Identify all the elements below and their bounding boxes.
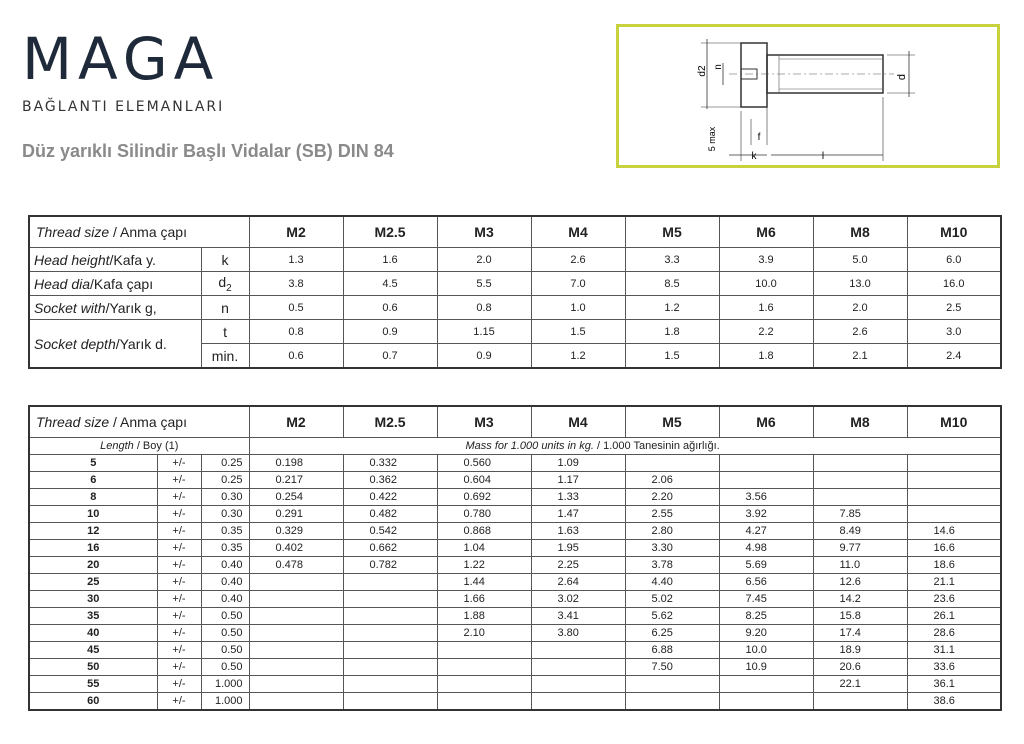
cell-value: 16.0 xyxy=(907,272,1001,296)
tolerance-value: 0.30 xyxy=(201,506,249,523)
mass-value xyxy=(531,659,625,676)
row-label xyxy=(29,248,201,272)
length-value: 6 xyxy=(29,472,157,489)
cell-value: 1.6 xyxy=(343,248,437,272)
mass-value: 1.44 xyxy=(437,574,531,591)
table-row xyxy=(29,296,1001,320)
mass-value: 18.6 xyxy=(907,557,1001,574)
cell-value: 7.0 xyxy=(531,272,625,296)
mass-value xyxy=(249,574,343,591)
size-header: M3 xyxy=(437,406,531,438)
table-row xyxy=(29,642,1001,659)
size-header: M8 xyxy=(813,216,907,248)
cell-value: 4.5 xyxy=(343,272,437,296)
mass-value: 15.8 xyxy=(813,608,907,625)
mass-value xyxy=(625,693,719,711)
mass-value xyxy=(719,455,813,472)
table-row xyxy=(29,248,1001,272)
mass-value: 22.1 xyxy=(813,676,907,693)
mass-value xyxy=(907,489,1001,506)
mass-value xyxy=(437,659,531,676)
mass-table xyxy=(28,405,1002,711)
mass-value xyxy=(343,574,437,591)
mass-value: 0.254 xyxy=(249,489,343,506)
mass-value: 0.662 xyxy=(343,540,437,557)
tolerance-value: 0.25 xyxy=(201,472,249,489)
thread-size-header xyxy=(29,216,249,248)
mass-value xyxy=(719,693,813,711)
mass-value xyxy=(343,676,437,693)
mass-value: 0.402 xyxy=(249,540,343,557)
mass-value: 3.80 xyxy=(531,625,625,642)
mass-value xyxy=(343,642,437,659)
length-header-tr: / Boy (1) xyxy=(133,440,179,452)
thread-size-en: Thread size xyxy=(36,224,110,240)
mass-value: 4.40 xyxy=(625,574,719,591)
table-row xyxy=(29,540,1001,557)
length-value: 55 xyxy=(29,676,157,693)
mass-value: 1.47 xyxy=(531,506,625,523)
mass-value: 1.66 xyxy=(437,591,531,608)
cell-value: 1.3 xyxy=(249,248,343,272)
tolerance-value: 0.40 xyxy=(201,591,249,608)
cell-value: 2.0 xyxy=(813,296,907,320)
table-row xyxy=(29,659,1001,676)
mass-value: 7.50 xyxy=(625,659,719,676)
tolerance-sign: +/- xyxy=(157,574,201,591)
cell-value: 0.9 xyxy=(343,320,437,344)
mass-value xyxy=(343,659,437,676)
tolerance-sign: +/- xyxy=(157,659,201,676)
mass-value: 11.0 xyxy=(813,557,907,574)
brand-tagline: BAĞLANTI ELEMANLARI xyxy=(22,99,225,115)
mass-value: 5.02 xyxy=(625,591,719,608)
cell-value: 2.6 xyxy=(813,320,907,344)
mass-value: 6.56 xyxy=(719,574,813,591)
size-header: M2.5 xyxy=(343,216,437,248)
table-row xyxy=(29,608,1001,625)
size-header: M2 xyxy=(249,216,343,248)
row-label-tr: /Kafa çapı xyxy=(90,275,154,292)
mass-value: 1.22 xyxy=(437,557,531,574)
mass-value xyxy=(531,693,625,711)
mass-value: 5.69 xyxy=(719,557,813,574)
mass-value: 1.09 xyxy=(531,455,625,472)
mass-value: 0.478 xyxy=(249,557,343,574)
mass-value: 26.1 xyxy=(907,608,1001,625)
length-header xyxy=(29,438,249,455)
mass-value xyxy=(249,625,343,642)
mass-value: 0.422 xyxy=(343,489,437,506)
row-symbol: $d_2$ xyxy=(201,272,249,296)
mass-value: 8.25 xyxy=(719,608,813,625)
mass-value: 23.6 xyxy=(907,591,1001,608)
mass-value: 6.88 xyxy=(625,642,719,659)
size-header: M2.5 xyxy=(343,406,437,438)
tolerance-sign: +/- xyxy=(157,591,201,608)
mass-value: 1.63 xyxy=(531,523,625,540)
cell-value: 0.8 xyxy=(249,320,343,344)
diagram-label-d2: d2 xyxy=(697,65,708,77)
mass-note-tr: / 1.000 Tanesinin ağırlığı. xyxy=(593,440,720,452)
cell-value: 1.6 xyxy=(719,296,813,320)
mass-value: 0.560 xyxy=(437,455,531,472)
table-row xyxy=(29,676,1001,693)
cell-value: 3.8 xyxy=(249,272,343,296)
cell-value: 13.0 xyxy=(813,272,907,296)
mass-value xyxy=(907,455,1001,472)
mass-value: 14.6 xyxy=(907,523,1001,540)
mass-value: 7.85 xyxy=(813,506,907,523)
length-value: 10 xyxy=(29,506,157,523)
tolerance-sign: +/- xyxy=(157,506,201,523)
cell-value: 0.8 xyxy=(437,296,531,320)
size-header: M4 xyxy=(531,406,625,438)
mass-value xyxy=(719,676,813,693)
mass-value: 0.482 xyxy=(343,506,437,523)
mass-value: 8.49 xyxy=(813,523,907,540)
cell-value: 2.2 xyxy=(719,320,813,344)
size-header: M3 xyxy=(437,216,531,248)
row-label-tr: /Kafa y. xyxy=(109,251,156,268)
page-title: Düz yarıklı Silindir Başlı Vidalar (SB) DIN 84 xyxy=(22,141,394,161)
mass-value: 18.9 xyxy=(813,642,907,659)
row-symbol: t xyxy=(201,320,249,344)
mass-value: 31.1 xyxy=(907,642,1001,659)
mass-value: 9.20 xyxy=(719,625,813,642)
cell-value: 2.0 xyxy=(437,248,531,272)
row-label-en: Socket with xyxy=(34,299,106,316)
thread-size-en: Thread size xyxy=(36,414,110,430)
mass-value: 38.6 xyxy=(907,693,1001,711)
table-row xyxy=(29,523,1001,540)
length-value: 50 xyxy=(29,659,157,676)
table-row xyxy=(29,693,1001,711)
mass-note xyxy=(249,438,1001,455)
cell-value: 1.8 xyxy=(719,344,813,369)
mass-value: 2.64 xyxy=(531,574,625,591)
mass-value: 3.56 xyxy=(719,489,813,506)
tolerance-sign: +/- xyxy=(157,523,201,540)
mass-header-row xyxy=(29,406,1001,438)
mass-value: 3.02 xyxy=(531,591,625,608)
tolerance-value: 1.000 xyxy=(201,693,249,711)
size-header: M6 xyxy=(719,406,813,438)
mass-table-body xyxy=(29,455,1001,711)
tolerance-sign: +/- xyxy=(157,608,201,625)
mass-value: 2.20 xyxy=(625,489,719,506)
tolerance-sign: +/- xyxy=(157,625,201,642)
cell-value: 8.5 xyxy=(625,272,719,296)
cell-value: 5.5 xyxy=(437,272,531,296)
row-label-en: Socket depth xyxy=(34,335,116,352)
diagram-label-n: n xyxy=(713,64,724,70)
mass-value: 9.77 xyxy=(813,540,907,557)
mass-value: 0.782 xyxy=(343,557,437,574)
mass-value xyxy=(249,693,343,711)
mass-value: 3.78 xyxy=(625,557,719,574)
row-label-en: Head height xyxy=(34,251,110,268)
cell-value: 2.4 xyxy=(907,344,1001,369)
size-header: M5 xyxy=(625,406,719,438)
mass-value: 1.17 xyxy=(531,472,625,489)
diagram-label-5max: 5 max xyxy=(707,126,717,152)
tolerance-sign: +/- xyxy=(157,642,201,659)
mass-value: 2.55 xyxy=(625,506,719,523)
mass-value xyxy=(437,676,531,693)
cell-value: 1.2 xyxy=(625,296,719,320)
table-row xyxy=(29,574,1001,591)
table-row xyxy=(29,591,1001,608)
mass-value xyxy=(625,676,719,693)
mass-value: 0.198 xyxy=(249,455,343,472)
diagram-label-l: l xyxy=(821,151,825,162)
mass-note-en: Mass for 1.000 units in kg. xyxy=(465,440,594,452)
length-value: 45 xyxy=(29,642,157,659)
cell-value: 0.6 xyxy=(249,344,343,369)
mass-value: 1.33 xyxy=(531,489,625,506)
mass-value: 10.9 xyxy=(719,659,813,676)
mass-value xyxy=(907,506,1001,523)
diagram-label-k: k xyxy=(751,151,757,162)
cell-value: 1.8 xyxy=(625,320,719,344)
cell-value: 0.6 xyxy=(343,296,437,320)
table-row xyxy=(29,472,1001,489)
tolerance-sign: +/- xyxy=(157,540,201,557)
mass-value: 10.0 xyxy=(719,642,813,659)
length-value: 12 xyxy=(29,523,157,540)
cell-value: 2.6 xyxy=(531,248,625,272)
length-value: 5 xyxy=(29,455,157,472)
tolerance-sign: +/- xyxy=(157,489,201,506)
mass-value xyxy=(625,455,719,472)
mass-value: 0.542 xyxy=(343,523,437,540)
mass-value xyxy=(249,676,343,693)
tolerance-value: 0.50 xyxy=(201,608,249,625)
cell-value: 0.9 xyxy=(437,344,531,369)
row-label xyxy=(29,296,201,320)
length-value: 60 xyxy=(29,693,157,711)
tolerance-sign: +/- xyxy=(157,472,201,489)
mass-value: 1.95 xyxy=(531,540,625,557)
mass-value xyxy=(343,693,437,711)
tolerance-sign: +/- xyxy=(157,676,201,693)
cell-value: 2.1 xyxy=(813,344,907,369)
cell-value: 1.2 xyxy=(531,344,625,369)
tolerance-value: 0.40 xyxy=(201,557,249,574)
size-header: M8 xyxy=(813,406,907,438)
cell-value: 1.5 xyxy=(625,344,719,369)
mass-value: 21.1 xyxy=(907,574,1001,591)
mass-value xyxy=(719,472,813,489)
length-header-en: Length xyxy=(100,440,134,452)
mass-value: 6.25 xyxy=(625,625,719,642)
mass-value: 2.06 xyxy=(625,472,719,489)
mass-value: 20.6 xyxy=(813,659,907,676)
mass-value xyxy=(813,472,907,489)
mass-value xyxy=(907,472,1001,489)
mass-value xyxy=(249,608,343,625)
cell-value: 3.3 xyxy=(625,248,719,272)
mass-value: 2.25 xyxy=(531,557,625,574)
row-label-en: Head dia xyxy=(34,275,91,292)
cell-value: 10.0 xyxy=(719,272,813,296)
mass-value: 0.604 xyxy=(437,472,531,489)
mass-value: 1.04 xyxy=(437,540,531,557)
mass-value xyxy=(249,642,343,659)
mass-value xyxy=(531,676,625,693)
diagram-label-d: d xyxy=(896,73,908,81)
mass-value: 7.45 xyxy=(719,591,813,608)
cell-value: 1.15 xyxy=(437,320,531,344)
diagram-label-f: f xyxy=(757,132,761,143)
row-symbol: k xyxy=(201,248,249,272)
length-value: 8 xyxy=(29,489,157,506)
mass-subheader-row xyxy=(29,438,1001,455)
mass-value: 0.291 xyxy=(249,506,343,523)
mass-value: 33.6 xyxy=(907,659,1001,676)
mass-value xyxy=(813,693,907,711)
cell-value: 5.0 xyxy=(813,248,907,272)
thread-size-tr: / Anma çapı xyxy=(109,224,187,240)
table-row xyxy=(29,272,1001,296)
cell-value: 6.0 xyxy=(907,248,1001,272)
mass-value xyxy=(813,489,907,506)
tolerance-value: 0.25 xyxy=(201,455,249,472)
table-row xyxy=(29,625,1001,642)
tolerance-value: 0.40 xyxy=(201,574,249,591)
mass-value: 0.780 xyxy=(437,506,531,523)
thread-size-header xyxy=(29,406,249,438)
tolerance-value: 0.50 xyxy=(201,659,249,676)
size-header: M10 xyxy=(907,406,1001,438)
tolerance-value: 0.50 xyxy=(201,625,249,642)
row-label xyxy=(29,320,201,369)
screw-drawing xyxy=(619,27,997,165)
tolerance-value: 0.35 xyxy=(201,540,249,557)
row-label-tr: /Yarık g, xyxy=(105,299,157,316)
tolerance-value: 0.50 xyxy=(201,642,249,659)
cell-value: 0.5 xyxy=(249,296,343,320)
mass-value xyxy=(531,642,625,659)
length-value: 35 xyxy=(29,608,157,625)
length-value: 40 xyxy=(29,625,157,642)
mass-value: 36.1 xyxy=(907,676,1001,693)
mass-value: 0.332 xyxy=(343,455,437,472)
table-row xyxy=(29,557,1001,574)
size-header: M4 xyxy=(531,216,625,248)
mass-value: 0.868 xyxy=(437,523,531,540)
mass-value xyxy=(249,659,343,676)
cell-value: 1.0 xyxy=(531,296,625,320)
table-row xyxy=(29,320,1001,344)
mass-value: 4.27 xyxy=(719,523,813,540)
mass-value: 1.88 xyxy=(437,608,531,625)
row-label-tr: /Yarık d. xyxy=(115,335,167,352)
cell-value: 3.0 xyxy=(907,320,1001,344)
cell-value: 3.9 xyxy=(719,248,813,272)
table-row xyxy=(29,506,1001,523)
mass-value: 12.6 xyxy=(813,574,907,591)
table-row xyxy=(29,455,1001,472)
mass-value: 0.329 xyxy=(249,523,343,540)
mass-value: 3.92 xyxy=(719,506,813,523)
brand-logo: MAGA xyxy=(22,25,220,93)
mass-value: 2.10 xyxy=(437,625,531,642)
size-header: M2 xyxy=(249,406,343,438)
mass-value xyxy=(437,642,531,659)
size-header: M6 xyxy=(719,216,813,248)
mass-value: 16.6 xyxy=(907,540,1001,557)
mass-value xyxy=(813,455,907,472)
thread-size-tr: / Anma çapı xyxy=(109,414,187,430)
screw-diagram xyxy=(616,24,1000,168)
mass-value xyxy=(343,591,437,608)
length-value: 25 xyxy=(29,574,157,591)
mass-value: 0.362 xyxy=(343,472,437,489)
mass-value xyxy=(437,693,531,711)
mass-value xyxy=(343,625,437,642)
tolerance-sign: +/- xyxy=(157,455,201,472)
mass-value: 0.692 xyxy=(437,489,531,506)
dimension-header-row xyxy=(29,216,1001,248)
length-value: 16 xyxy=(29,540,157,557)
mass-value: 28.6 xyxy=(907,625,1001,642)
row-label xyxy=(29,272,201,296)
mass-value: 2.80 xyxy=(625,523,719,540)
dimension-table xyxy=(28,215,1002,369)
mass-value xyxy=(343,608,437,625)
cell-value: 1.5 xyxy=(531,320,625,344)
cell-value: 2.5 xyxy=(907,296,1001,320)
mass-value: 14.2 xyxy=(813,591,907,608)
tolerance-sign: +/- xyxy=(157,557,201,574)
mass-value: 4.98 xyxy=(719,540,813,557)
mass-value: 5.62 xyxy=(625,608,719,625)
tolerance-value: 0.30 xyxy=(201,489,249,506)
mass-value: 17.4 xyxy=(813,625,907,642)
table-row xyxy=(29,489,1001,506)
mass-value xyxy=(249,591,343,608)
tolerance-value: 1.000 xyxy=(201,676,249,693)
tolerance-value: 0.35 xyxy=(201,523,249,540)
length-value: 30 xyxy=(29,591,157,608)
length-value: 20 xyxy=(29,557,157,574)
tolerance-sign: +/- xyxy=(157,693,201,711)
mass-value: 3.41 xyxy=(531,608,625,625)
row-symbol: min. xyxy=(201,344,249,369)
size-header: M5 xyxy=(625,216,719,248)
row-symbol: n xyxy=(201,296,249,320)
mass-value: 3.30 xyxy=(625,540,719,557)
cell-value: 0.7 xyxy=(343,344,437,369)
size-header: M10 xyxy=(907,216,1001,248)
mass-value: 0.217 xyxy=(249,472,343,489)
